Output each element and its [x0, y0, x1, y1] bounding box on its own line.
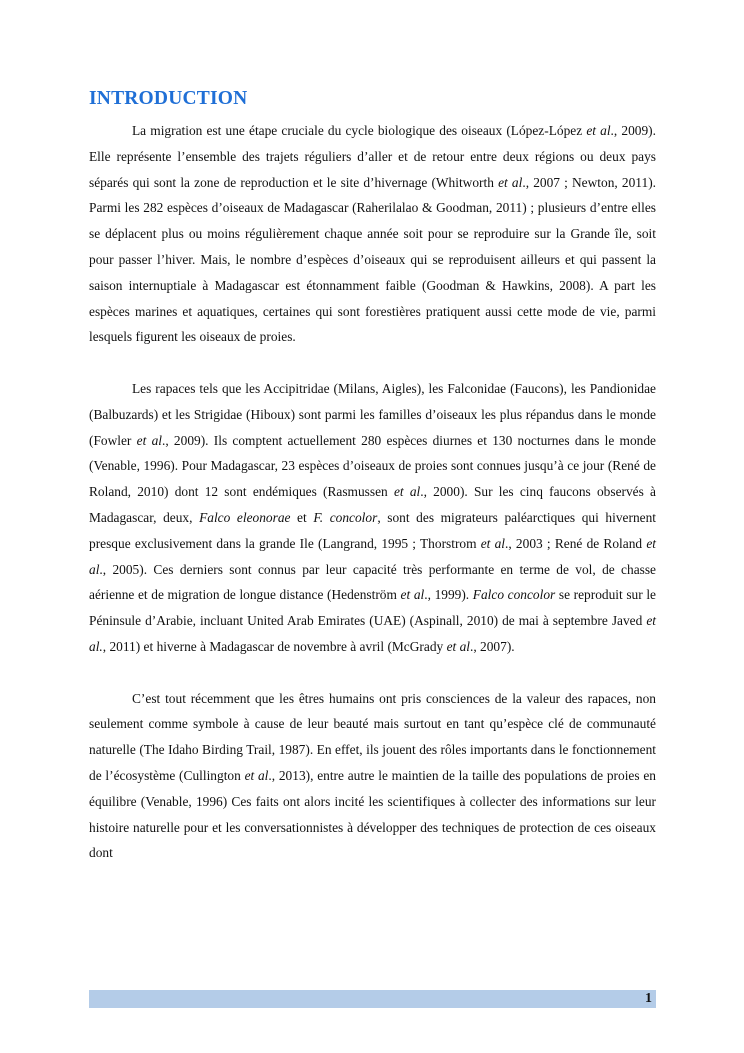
text-run: ., 2009). Ils comptent actuellement 280 espèces diurnes et 130 nocturnes dans le monde (Venable, 1996). Pour Madagascar, 23 espèces d’oiseaux de proies sont connues jusqu’à ce jour (René de Roland, 2010) dont 12 sont endémiques (Rasmussen [89, 432, 656, 500]
text-run: Les rapaces tels que les Accipitridae (Milans, Aigles), les Falconidae (Faucons), les Pandionidae (Balbuzards) et les Strigidae (Hiboux) sont parmi les familles d’oiseaux les plus répandus dans le monde (Fowler [89, 380, 656, 448]
paragraph-3 [89, 686, 656, 867]
italic-run: et al [89, 535, 656, 577]
italic-run: et al [244, 767, 269, 783]
body-text [89, 118, 656, 866]
italic-run: F. concolor [313, 509, 378, 525]
page-number: 1 [645, 991, 652, 1006]
italic-run: et al [446, 638, 470, 654]
italic-run: et al. [89, 613, 656, 654]
text-run: ., 2000). Sur les cinq faucons observés à Madagascar, deux, [89, 484, 656, 525]
paragraph-2 [89, 376, 656, 660]
italic-run: et al [136, 432, 162, 448]
text-run: ., 2007 ; Newton, 2011). Parmi les 282 espèces d’oiseaux de Madagascar (Raherilalao & Goodman, 2011) ; plusieurs d’entre elles se déplacent plus ou moins régulièrement chaque année soit pour se reproduire sur la Grande île, soit pour passer l’hiver. Mais, le nombre d’espèces d’oiseaux qui se reproduisent ailleurs et qui passent la saison internuptiale à Madagascar est étonnamment faible (Goodman & Hawkins, 2008). A part les espèces marines et aquatiques, certaines qui sont forestières pratiquent aussi cette mode de vie, parmi lesquels figurent les oiseaux de proies. [89, 174, 657, 345]
text-run: se reproduit sur le Péninsule d’Arabie, incluant United Arab Emirates (UAE) (Aspinall, 2010) de mai à septembre Javed [89, 587, 656, 629]
text-run: La migration est une étape cruciale du cycle biologique des oiseaux (López-López [132, 123, 587, 138]
text-run: ., 2009). Elle représente l’ensemble des trajets réguliers d’aller et de retour entre deux régions ou deux pays séparés qui sont la zone de reproduction et le site d’hivernage (Whitworth [89, 123, 656, 190]
text-run: ., 2003 ; René de Roland [505, 535, 647, 551]
italic-run: et al [400, 587, 425, 603]
text-run: ., 2005). Ces derniers sont connus par leur capacité très performante en terme de vol, de chasse aérienne et de migration de longue distance (Hedenström [89, 561, 656, 603]
italic-run: et al [393, 484, 421, 500]
text-run: ., 2013), entre autre le maintien de la taille des populations de proies en équilibre (Venable, 1996) Ces faits ont alors incité les scientifiques à collecter des informations sur leur histoire naturelle pour et les conversationnistes à développer des techniques de protection de ces oiseaux dont [89, 767, 656, 861]
footer-bar [89, 990, 656, 1008]
italic-run: et al [586, 123, 611, 138]
text-run: et [290, 509, 314, 525]
text-run: , 2011) et hiverne à Madagascar de novembre à avril (McGrady [102, 638, 447, 654]
italic-run: et al [498, 174, 523, 190]
paragraph-1 [89, 118, 656, 350]
text-run: , sont des migrateurs paléarctiques qui hivernent presque exclusivement dans la grande Ile (Langrand, 1995 ; Thorstrom [89, 509, 656, 551]
text-run: C’est tout récemment que les êtres humains ont pris consciences de la valeur des rapaces, non seulement comme symbole à cause de leur beauté mais surtout en tant qu’espèce clé de communauté naturelle (The Idaho Birding Trail, 1987). En effet, ils jouent des rôles importants dans le fonctionnement de l’écosystème (Cullington [89, 690, 656, 783]
text-run: ., 1999). [424, 587, 473, 603]
italic-run: et al [480, 535, 506, 551]
italic-run: Falco concolor [472, 587, 556, 603]
text-run: ., 2007). [470, 638, 515, 654]
section-heading: INTRODUCTION [89, 88, 248, 109]
italic-run: Falco eleonorae [199, 509, 291, 525]
